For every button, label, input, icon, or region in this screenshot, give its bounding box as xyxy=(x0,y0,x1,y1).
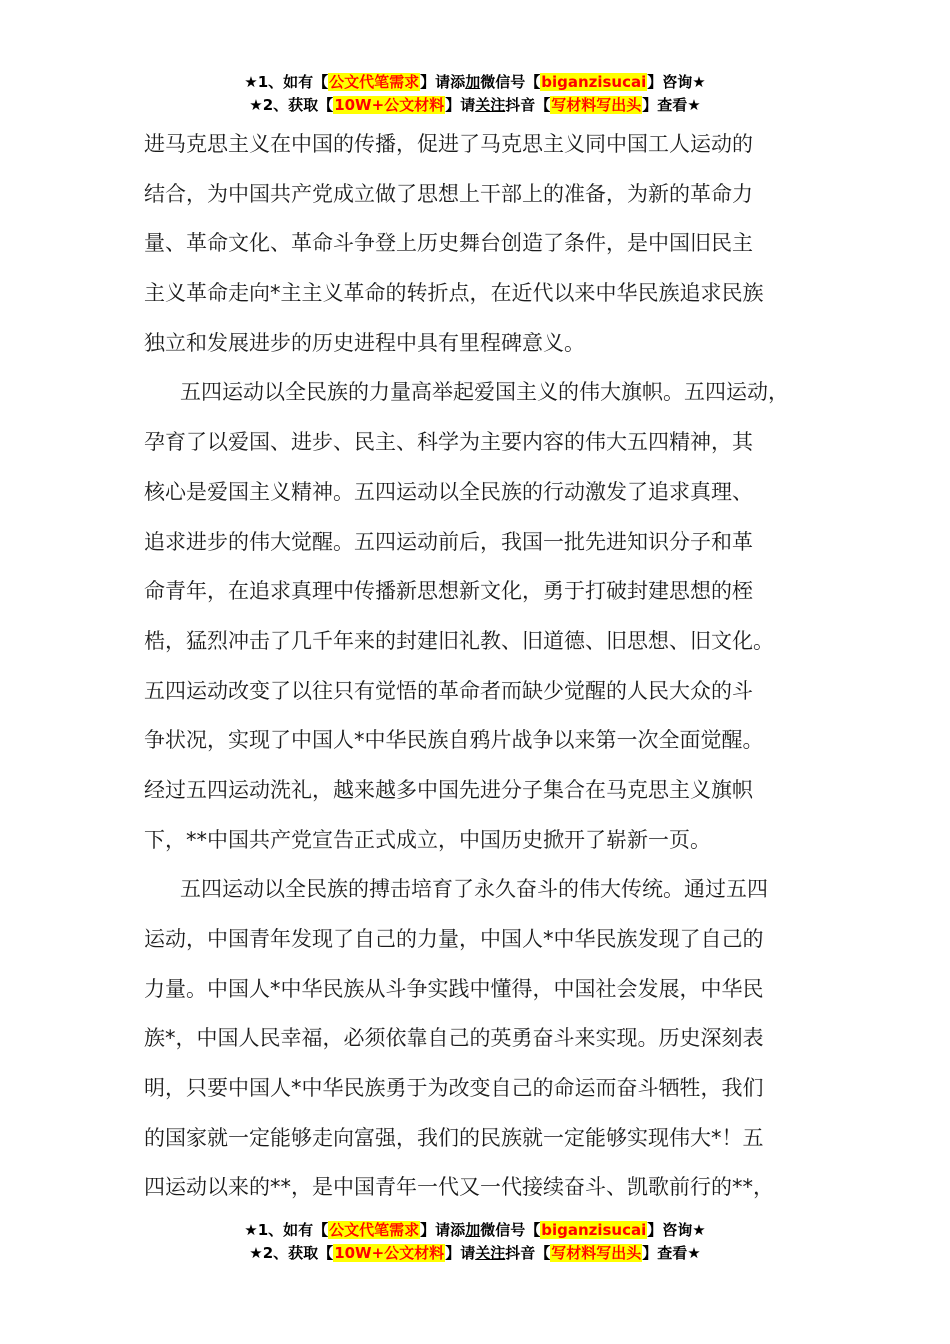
highlight-service: 公文代笔需求 xyxy=(329,73,420,91)
text-line: 明，只要中国人*中华民族勇于为改变自己的命运而奋斗牺牲，我们 xyxy=(144,1076,764,1101)
paragraph-start-line: 五四运动以全民族的力量高举起爱国主义的伟大旗帜。五四运动， xyxy=(180,380,789,405)
banner-text: 抖音【 xyxy=(505,1244,551,1262)
banner-line-1 xyxy=(0,71,950,94)
banner-text: 】查看★ xyxy=(642,96,701,114)
document-body xyxy=(144,120,824,1213)
header-banner xyxy=(0,71,950,117)
highlight-materials: 10W+公文材料 xyxy=(334,1244,445,1262)
text-line: 核心是爱国主义精神。五四运动以全民族的行动激发了追求真理、 xyxy=(144,479,753,504)
footer-banner xyxy=(0,1219,950,1265)
highlight-wechat-id: biganzisucai xyxy=(541,73,647,91)
banner-line-2 xyxy=(0,94,950,117)
text-line: 梏，猛烈冲击了几千年来的封建旧礼教、旧道德、旧思想、旧文化。 xyxy=(144,628,774,653)
banner-text-underlined: 关注 xyxy=(475,1244,506,1262)
text-line: 力量。中国人*中华民族从斗争实践中懂得，中国社会发展，中华民 xyxy=(144,976,764,1001)
banner-text: ★2、获取【 xyxy=(249,1244,334,1262)
banner-line-1 xyxy=(0,1219,950,1242)
text-line: 下，**中国共产党宣告正式成立，中国历史掀开了崭新一页。 xyxy=(144,827,711,852)
banner-text: 微信号【 xyxy=(480,73,541,91)
banner-text-underlined: 加 xyxy=(465,73,481,91)
banner-text: ★1、如有【 xyxy=(244,73,329,91)
banner-text: 】请 xyxy=(445,96,476,114)
highlight-materials: 10W+公文材料 xyxy=(334,96,445,114)
text-line: 追求进步的伟大觉醒。五四运动前后，我国一批先进知识分子和革 xyxy=(144,529,753,554)
text-line: 运动，中国青年发现了自己的力量，中国人*中华民族发现了自己的 xyxy=(144,927,764,951)
text-line: 五四运动改变了以往只有觉悟的革命者而缺少觉醒的人民大众的斗 xyxy=(144,678,753,703)
banner-text: 】咨询★ xyxy=(647,73,706,91)
text-line: 的国家就一定能够走向富强，我们的民族就一定能够实现伟大*！五 xyxy=(144,1125,764,1150)
highlight-douyin: 写材料写出头 xyxy=(551,1244,642,1262)
banner-text: ★2、获取【 xyxy=(249,96,334,114)
banner-text: 】查看★ xyxy=(642,1244,701,1262)
text-line: 族*，中国人民幸福，必须依靠自己的英勇奋斗来实现。历史深刻表 xyxy=(144,1026,764,1051)
banner-text: 抖音【 xyxy=(505,96,551,114)
banner-text: 微信号【 xyxy=(480,1221,541,1239)
text-line: 进马克思主义在中国的传播，促进了马克思主义同中国工人运动的 xyxy=(144,132,753,156)
banner-text: ★1、如有【 xyxy=(244,1221,329,1239)
text-line: 四运动以来的**，是中国青年一代又一代接续奋斗、凯歌前行的**， xyxy=(144,1175,774,1200)
text-line: 结合，为中国共产党成立做了思想上干部上的准备，为新的革命力 xyxy=(144,181,753,206)
banner-text-underlined: 加 xyxy=(465,1221,481,1239)
text-line: 经过五四运动洗礼，越来越多中国先进分子集合在马克思主义旗帜 xyxy=(144,777,753,802)
highlight-douyin: 写材料写出头 xyxy=(551,96,642,114)
text-line: 主义革命走向*主主义革命的转折点，在近代以来中华民族追求民族 xyxy=(144,281,764,306)
banner-text-underlined: 关注 xyxy=(475,96,506,114)
text-line: 量、革命文化、革命斗争登上历史舞台创造了条件，是中国旧民主 xyxy=(144,231,753,256)
banner-text: 】请 xyxy=(445,1244,476,1262)
highlight-wechat-id: biganzisucai xyxy=(541,1221,647,1239)
paragraph-start-line: 五四运动以全民族的搏击培育了永久奋斗的伟大传统。通过五四 xyxy=(180,877,768,902)
highlight-service: 公文代笔需求 xyxy=(329,1221,420,1239)
banner-text: 】咨询★ xyxy=(647,1221,706,1239)
text-line: 孕育了以爱国、进步、民主、科学为主要内容的伟大五四精神，其 xyxy=(144,430,753,455)
banner-line-2 xyxy=(0,1242,950,1265)
banner-text: 】请添 xyxy=(420,1221,466,1239)
text-line: 命青年，在追求真理中传播新思想新文化，勇于打破封建思想的桎 xyxy=(144,579,753,604)
banner-text: 】请添 xyxy=(420,73,466,91)
text-line: 独立和发展进步的历史进程中具有里程碑意义。 xyxy=(144,330,585,355)
text-line: 争状况，实现了中国人*中华民族自鸦片战争以来第一次全面觉醒。 xyxy=(144,728,764,753)
